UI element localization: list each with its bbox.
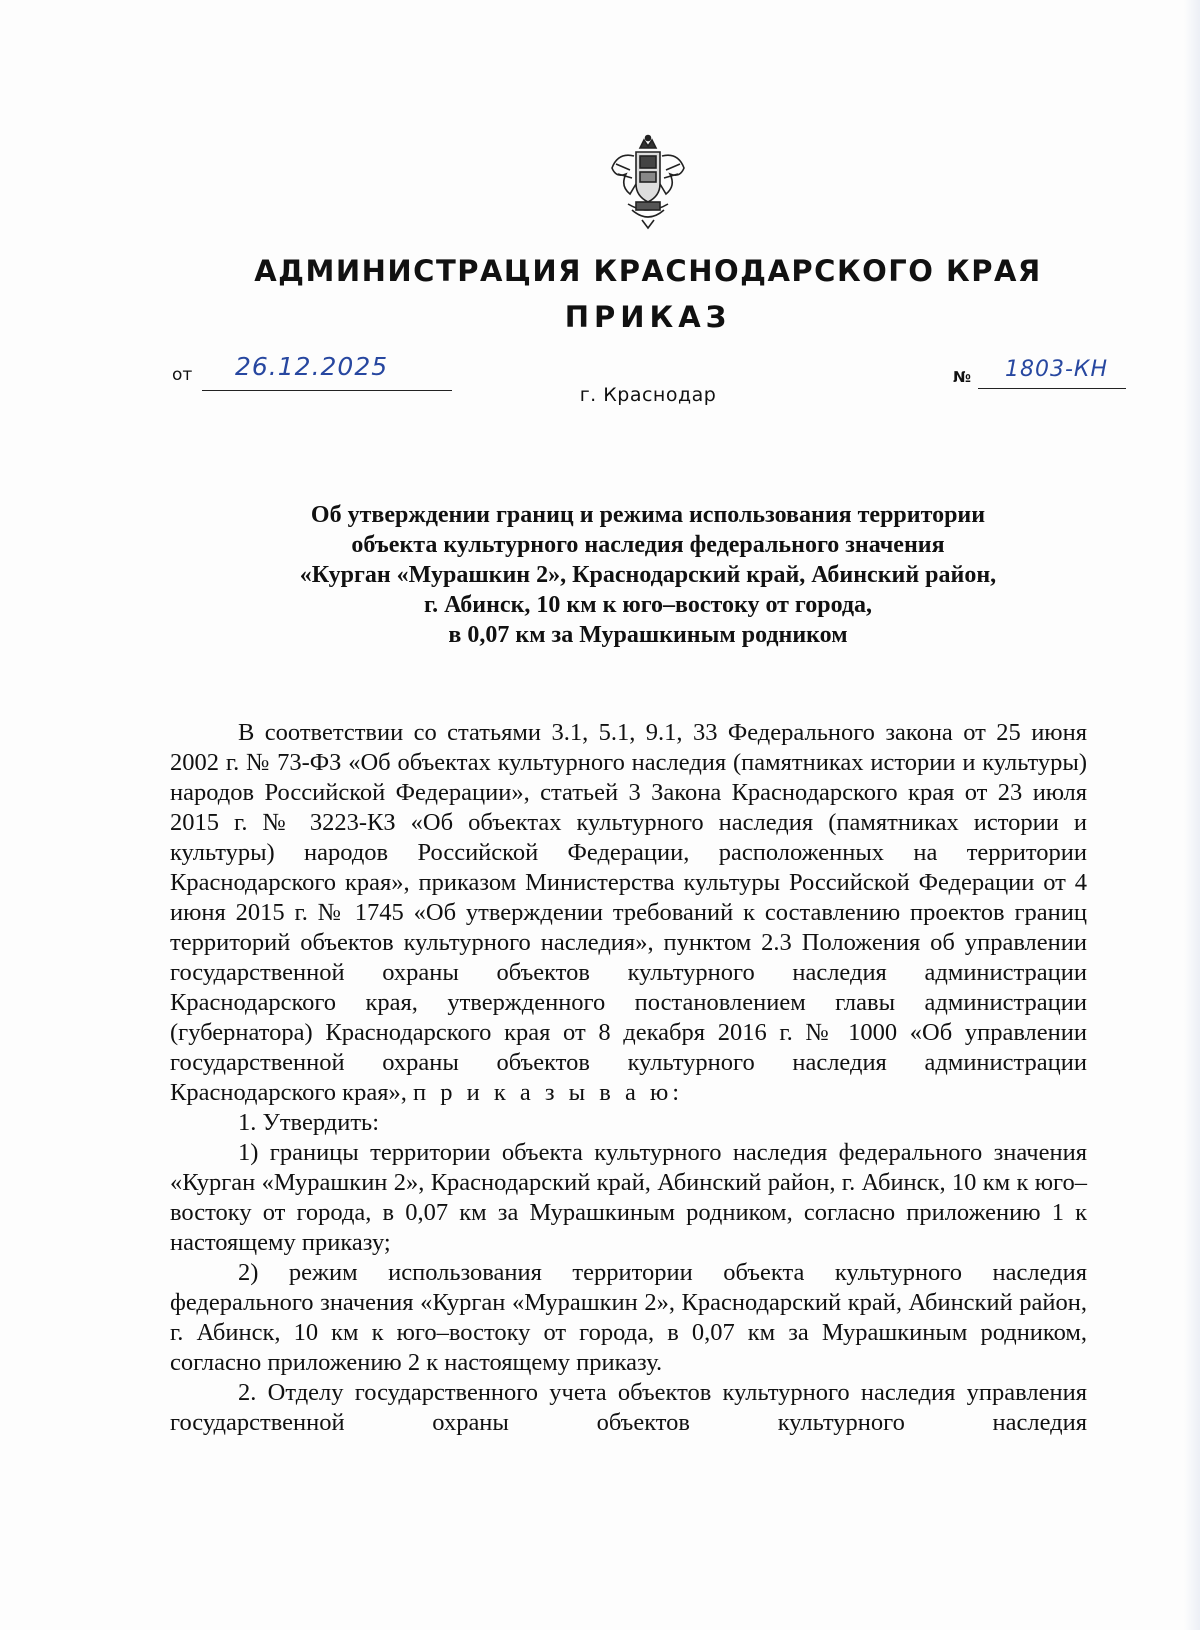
document-type: ПРИКАЗ	[564, 300, 732, 334]
coat-of-arms-emblem	[606, 134, 690, 230]
title-line: г. Абинск, 10 км к юго–востоку от города,	[423, 592, 873, 618]
title-line: «Курган «Мурашкин 2», Краснодарский край, Абинский район,	[299, 562, 997, 588]
organization-title: АДМИНИСТРАЦИЯ КРАСНОДАРСКОГО КРАЯ	[254, 254, 1042, 288]
item-2: 2. Отделу государственного учета объектов культурного наследия управления государственной охраны объектов культурного наследия	[170, 1379, 1087, 1436]
item-1: 1. Утвердить:	[238, 1109, 380, 1136]
number-value: 1803-КН	[1005, 357, 1109, 382]
title-line: Об утверждении границ и режима использования территории	[310, 502, 986, 528]
preamble-text: В соответствии со статьями 3.1, 5.1, 9.1, 33 Федерального закона от 25 июня 2002 г. № 73-ФЗ «Об объектах культурного наследия (памятниках истории и культуры) народов Российской Федерации», статьей 3 Закона Краснодарского края от 23 июля 2015 г. № 3223-КЗ «Об объектах культурного наследия (памятниках истории и культуры) народов Российской Федерации, расположенных на территории Краснодарского края», приказом Министерства культуры Российской Федерации от 4 июня 2015 г. № 1745 «Об утверждении требований к составлению проектов границ территорий объектов культурного наследия», пунктом 2.3 Положения об управлении государственной охраны объектов культурного наследия администрации Краснодарского края, утвержденного постановлением главы администрации (губернатора) Краснодарского края от 8 декабря 2016 г. № 1000 «Об управлении государственной охраны объектов культурного наследия администрации Краснодарского края»,	[170, 719, 1087, 1106]
item-1-2: 2) режим использования территории объекта культурного наследия федерального значения «Курган «Мурашкин 2», Краснодарский край, Абинский район, г. Абинск, 10 км к юго–востоку от города, в 0,07 км за Мурашкиным родником, согласно приложению 2 к настоящему приказу.	[170, 1259, 1087, 1376]
date-value: 26.12.2025	[235, 352, 389, 381]
document-title	[220, 500, 1076, 650]
title-line: объекта культурного наследия федерального значения	[351, 532, 945, 558]
decree-word: п р и к а з ы в а ю:	[412, 1079, 684, 1106]
item-1-1: 1) границы территории объекта культурного наследия федерального значения «Курган «Мурашкин 2», Краснодарский край, Абинский район, г. Абинск, 10 км к юго–востоку от города, в 0,07 км за Мурашкиным родником, согласно приложению 1 к настоящему приказу;	[170, 1139, 1087, 1256]
preamble-paragraph	[170, 718, 1087, 1108]
number-label: №	[953, 368, 972, 386]
title-line: в 0,07 км за Мурашкиным родником	[448, 622, 848, 648]
date-label: от	[172, 365, 193, 385]
city-label: г. Краснодар	[579, 384, 717, 406]
scan-edge-shadow	[1184, 0, 1200, 1630]
document-body	[170, 718, 1087, 1438]
